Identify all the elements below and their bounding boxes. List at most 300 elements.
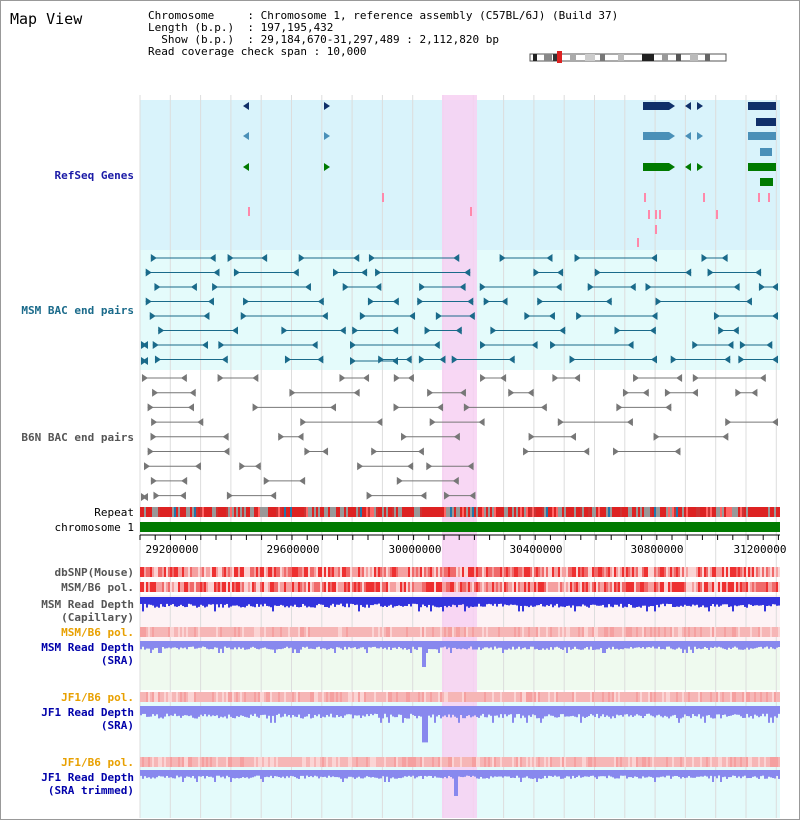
heat-cell — [236, 627, 238, 637]
heat-cell — [678, 757, 680, 767]
heat-cell — [746, 627, 748, 637]
heat-cell — [250, 692, 252, 702]
heat-cell — [598, 757, 600, 767]
heat-cell — [246, 567, 248, 577]
depth-bar — [280, 641, 282, 649]
repeat-cell — [216, 507, 218, 517]
heat-cell — [332, 692, 334, 702]
heat-cell — [716, 692, 718, 702]
repeat-cell — [276, 507, 278, 517]
depth-bar — [596, 641, 598, 649]
depth-bar — [452, 641, 454, 648]
depth-bar — [324, 770, 326, 777]
repeat-cell — [448, 507, 450, 517]
heat-cell — [600, 692, 602, 702]
depth-bar — [224, 597, 226, 605]
depth-bar — [326, 770, 328, 778]
heat-cell — [494, 567, 496, 577]
depth-bar — [574, 770, 576, 778]
depth-bar — [158, 641, 160, 653]
heat-cell — [604, 567, 606, 577]
repeat-cell — [512, 507, 514, 517]
heat-cell — [466, 692, 468, 702]
heat-cell — [208, 757, 210, 767]
depth-bar — [296, 597, 298, 607]
gene-marker — [234, 269, 240, 277]
heat-cell — [466, 567, 468, 577]
heat-cell — [638, 582, 640, 592]
heat-cell — [320, 757, 322, 767]
depth-bar — [230, 706, 232, 717]
depth-bar — [276, 770, 278, 776]
heat-cell — [374, 582, 376, 592]
heat-cell — [414, 567, 416, 577]
depth-bar — [526, 770, 528, 776]
repeat-cell — [370, 507, 372, 517]
depth-bar — [174, 597, 176, 606]
heat-cell — [436, 567, 438, 577]
heat-cell — [442, 567, 444, 577]
heat-cell — [562, 567, 564, 577]
depth-bar — [172, 770, 174, 778]
heat-cell — [556, 757, 558, 767]
depth-bar — [312, 641, 314, 649]
heat-cell — [320, 582, 322, 592]
heat-cell — [514, 757, 516, 767]
depth-bar — [418, 641, 420, 647]
depth-bar — [290, 706, 292, 718]
depth-bar — [260, 597, 262, 605]
heat-cell — [544, 567, 546, 577]
heat-cell — [168, 627, 170, 637]
heat-cell — [324, 627, 326, 637]
depth-bar — [550, 706, 552, 716]
repeat-cell — [336, 507, 338, 517]
heat-cell — [314, 582, 316, 592]
depth-bar — [534, 706, 536, 715]
depth-bar — [262, 597, 264, 606]
depth-bar — [588, 641, 590, 650]
depth-bar — [416, 706, 418, 718]
ideogram-band — [570, 54, 576, 61]
repeat-cell — [626, 507, 628, 517]
depth-bar — [326, 641, 328, 650]
heat-cell — [608, 692, 610, 702]
heat-cell — [350, 692, 352, 702]
depth-bar — [434, 706, 436, 723]
depth-bar — [558, 770, 560, 776]
repeat-cell — [298, 507, 300, 517]
depth-bar — [602, 641, 604, 653]
heat-cell — [550, 582, 552, 592]
repeat-cell — [418, 507, 420, 517]
heat-cell — [654, 567, 656, 577]
repeat-cell — [260, 507, 262, 517]
repeat-cell — [210, 507, 212, 517]
heat-cell — [212, 692, 214, 702]
depth-bar — [196, 641, 198, 648]
depth-bar — [316, 597, 318, 605]
heat-cell — [756, 627, 758, 637]
depth-bar — [276, 706, 278, 715]
heat-cell — [228, 692, 230, 702]
depth-bar — [318, 706, 320, 714]
depth-bar — [592, 641, 594, 650]
depth-bar — [518, 770, 520, 778]
depth-bar — [244, 706, 246, 717]
depth-bar — [680, 641, 682, 649]
gene-marker — [627, 418, 633, 426]
depth-bar — [420, 706, 422, 717]
repeat-cell — [146, 507, 148, 517]
depth-bar — [338, 597, 340, 605]
heat-cell — [164, 627, 166, 637]
heat-cell — [274, 582, 276, 592]
depth-bar — [572, 641, 574, 649]
depth-bar — [352, 597, 354, 604]
repeat-cell — [248, 507, 250, 517]
depth-bar — [438, 770, 440, 778]
depth-bar — [334, 597, 336, 607]
heat-cell — [370, 692, 372, 702]
depth-bar — [536, 770, 538, 782]
heat-cell — [606, 692, 608, 702]
heat-cell — [144, 757, 146, 767]
depth-bar — [770, 706, 772, 718]
heat-cell — [380, 627, 382, 637]
heat-cell — [218, 567, 220, 577]
heat-cell — [316, 757, 318, 767]
repeat-cell — [278, 507, 280, 517]
heat-cell — [146, 567, 148, 577]
heat-cell — [634, 582, 636, 592]
heat-cell — [430, 757, 432, 767]
gene-marker — [426, 462, 432, 470]
gene-marker — [559, 327, 565, 335]
heat-cell — [306, 567, 308, 577]
depth-bar — [568, 641, 570, 647]
depth-bar — [670, 706, 672, 716]
heat-cell — [490, 567, 492, 577]
heat-cell — [340, 757, 342, 767]
heat-cell — [172, 627, 174, 637]
depth-bar — [172, 641, 174, 648]
heat-cell — [362, 567, 364, 577]
depth-bar — [442, 770, 444, 778]
depth-bar — [600, 597, 602, 606]
depth-bar — [430, 770, 432, 776]
heat-cell — [482, 757, 484, 767]
repeat-cell — [616, 507, 618, 517]
heat-cell — [586, 567, 588, 577]
repeat-cell — [530, 507, 532, 517]
heat-cell — [366, 582, 368, 592]
repeat-cell — [542, 507, 544, 517]
repeat-cell — [672, 507, 674, 517]
depth-bar — [238, 597, 240, 606]
heat-cell — [464, 692, 466, 702]
depth-bar — [584, 641, 586, 648]
heat-cell — [448, 582, 450, 592]
heat-cell — [706, 582, 708, 592]
heat-cell — [538, 567, 540, 577]
heat-cell — [602, 757, 604, 767]
depth-bar — [506, 706, 508, 716]
heat-cell — [536, 757, 538, 767]
gene-marker — [241, 312, 247, 320]
heat-cell — [216, 757, 218, 767]
heat-cell — [582, 627, 584, 637]
depth-bar — [208, 641, 210, 649]
depth-bar — [634, 641, 636, 648]
depth-bar — [344, 770, 346, 778]
heat-cell — [338, 567, 340, 577]
gene-marker — [369, 254, 375, 262]
heat-cell — [518, 692, 520, 702]
depth-bar — [340, 641, 342, 649]
heat-cell — [638, 692, 640, 702]
repeat-cell — [296, 507, 298, 517]
gene-marker — [651, 254, 657, 262]
heat-cell — [370, 582, 372, 592]
repeat-cell — [212, 507, 214, 517]
heat-cell — [192, 692, 194, 702]
repeat-cell — [574, 507, 576, 517]
depth-bar — [576, 770, 578, 777]
depth-bar — [550, 597, 552, 604]
heat-cell — [772, 567, 774, 577]
heat-cell — [568, 692, 570, 702]
depth-bar — [236, 597, 238, 605]
heat-cell — [476, 627, 478, 637]
heat-cell — [466, 627, 468, 637]
heat-cell — [342, 582, 344, 592]
depth-bar — [768, 706, 770, 723]
depth-bar — [502, 641, 504, 653]
heat-cell — [720, 692, 722, 702]
heat-cell — [658, 627, 660, 637]
depth-bar — [356, 706, 358, 716]
depth-bar — [432, 706, 434, 714]
track-label-msm-b6-pol-2: MSM/B6 pol. — [61, 626, 134, 639]
depth-bar — [408, 597, 410, 604]
depth-bar — [164, 770, 166, 778]
heat-cell — [198, 627, 200, 637]
depth-bar — [548, 770, 550, 776]
repeat-cell — [682, 507, 684, 517]
heat-cell — [448, 627, 450, 637]
depth-bar — [434, 597, 436, 607]
heat-cell — [270, 567, 272, 577]
heat-cell — [198, 757, 200, 767]
heat-cell — [466, 582, 468, 592]
depth-bar — [354, 641, 356, 647]
depth-bar — [594, 706, 596, 717]
heat-cell — [148, 567, 150, 577]
repeat-cell — [330, 507, 332, 517]
heat-cell — [252, 627, 254, 637]
depth-bar — [700, 770, 702, 776]
ideogram-band — [690, 54, 698, 61]
repeat-cell — [462, 507, 464, 517]
heat-cell — [588, 692, 590, 702]
heat-cell — [278, 692, 280, 702]
depth-bar — [686, 706, 688, 716]
heat-cell — [552, 627, 554, 637]
ideogram-band — [585, 54, 595, 61]
heat-cell — [454, 567, 456, 577]
gene-marker — [557, 269, 563, 277]
heat-cell — [428, 582, 430, 592]
heat-cell — [516, 567, 518, 577]
depth-bar — [714, 641, 716, 647]
heat-cell — [680, 567, 682, 577]
ideogram-band — [705, 54, 710, 61]
heat-cell — [602, 627, 604, 637]
track-label-msm-bac[interactable]: MSM BAC end pairs — [21, 304, 134, 317]
heat-cell — [304, 567, 306, 577]
heat-cell — [648, 757, 650, 767]
depth-bar — [774, 770, 776, 779]
depth-bar — [508, 641, 510, 648]
gene-marker — [480, 283, 486, 291]
depth-bar — [644, 770, 646, 778]
heat-cell — [150, 567, 152, 577]
heat-cell — [268, 582, 270, 592]
heat-cell — [748, 757, 750, 767]
heat-cell — [454, 692, 456, 702]
heat-cell — [482, 567, 484, 577]
depth-bar — [360, 770, 362, 778]
heat-cell — [150, 692, 152, 702]
heat-cell — [220, 757, 222, 767]
repeat-cell — [606, 507, 608, 517]
repeat-cell — [334, 507, 336, 517]
gene-marker — [142, 493, 148, 501]
depth-bar — [490, 641, 492, 647]
heat-cell — [754, 582, 756, 592]
repeat-cell — [394, 507, 396, 517]
heat-cell — [590, 582, 592, 592]
heat-cell — [498, 757, 500, 767]
depth-bar — [584, 770, 586, 776]
heat-cell — [762, 627, 764, 637]
depth-bar — [542, 597, 544, 606]
depth-bar — [346, 597, 348, 604]
heat-cell — [640, 627, 642, 637]
heat-cell — [394, 757, 396, 767]
depth-bar — [470, 770, 472, 777]
refseq-gene-glyphs[interactable] — [243, 102, 776, 247]
heat-cell — [570, 757, 572, 767]
depth-bar — [460, 641, 462, 649]
heat-cell — [400, 582, 402, 592]
depth-bar — [326, 706, 328, 715]
depth-bar — [256, 597, 258, 604]
gene-marker — [212, 283, 218, 291]
heat-cell — [452, 757, 454, 767]
depth-bar — [346, 770, 348, 778]
repeat-cell — [502, 507, 504, 517]
heat-cell — [518, 627, 520, 637]
depth-bar — [658, 770, 660, 777]
heat-cell — [660, 627, 662, 637]
gene-marker — [574, 374, 580, 382]
heat-cell — [468, 567, 470, 577]
depth-bar — [168, 641, 170, 648]
repeat-cell — [660, 507, 662, 517]
heat-cell — [282, 757, 284, 767]
heat-cell — [624, 692, 626, 702]
depth-bar — [292, 770, 294, 776]
heat-cell — [282, 692, 284, 702]
depth-bar — [716, 770, 718, 778]
track-label-b6n-bac[interactable]: B6N BAC end pairs — [21, 431, 134, 444]
depth-bar — [706, 770, 708, 777]
heat-cell — [412, 582, 414, 592]
repeat-cell — [294, 507, 296, 517]
repeat-cell — [242, 507, 244, 517]
heat-cell — [190, 567, 192, 577]
gene-marker — [533, 269, 539, 277]
heat-cell — [648, 567, 650, 577]
depth-bar — [266, 641, 268, 649]
heat-cell — [626, 692, 628, 702]
depth-bar — [694, 706, 696, 716]
heat-cell — [418, 567, 420, 577]
gene-block — [756, 118, 776, 126]
depth-bar — [484, 706, 486, 717]
depth-bar — [570, 597, 572, 608]
repeat-cell — [426, 507, 428, 517]
depth-bar — [300, 706, 302, 718]
gene-marker — [239, 462, 245, 470]
heat-cell — [502, 582, 504, 592]
repeat-cell — [498, 507, 500, 517]
heat-cell — [424, 692, 426, 702]
heat-cell — [646, 692, 648, 702]
heat-cell — [618, 692, 620, 702]
gene-marker — [759, 283, 765, 291]
axis-tick-label: 29200000 — [145, 543, 199, 556]
depth-bar — [424, 770, 426, 776]
heat-cell — [540, 582, 542, 592]
depth-bar — [578, 770, 580, 776]
depth-bar — [588, 770, 590, 777]
heat-cell — [448, 692, 450, 702]
depth-bar — [272, 597, 274, 611]
depth-bar — [588, 706, 590, 716]
heat-cell — [410, 567, 412, 577]
heat-cell — [190, 757, 192, 767]
heat-cell — [576, 757, 578, 767]
repeat-cell — [158, 507, 160, 517]
depth-bar — [188, 706, 190, 716]
depth-bar — [480, 597, 482, 606]
heat-cell — [500, 692, 502, 702]
heat-cell — [198, 692, 200, 702]
heat-cell — [276, 567, 278, 577]
repeat-cell — [590, 507, 592, 517]
depth-bar — [658, 597, 660, 607]
gene-marker — [479, 418, 485, 426]
track-label-refseq-genes[interactable]: RefSeq Genes — [54, 169, 134, 182]
gene-block — [643, 132, 669, 140]
heat-cell — [278, 582, 280, 592]
chromosome-ideogram[interactable] — [530, 51, 726, 63]
heat-cell — [438, 567, 440, 577]
depth-bar — [724, 770, 726, 777]
